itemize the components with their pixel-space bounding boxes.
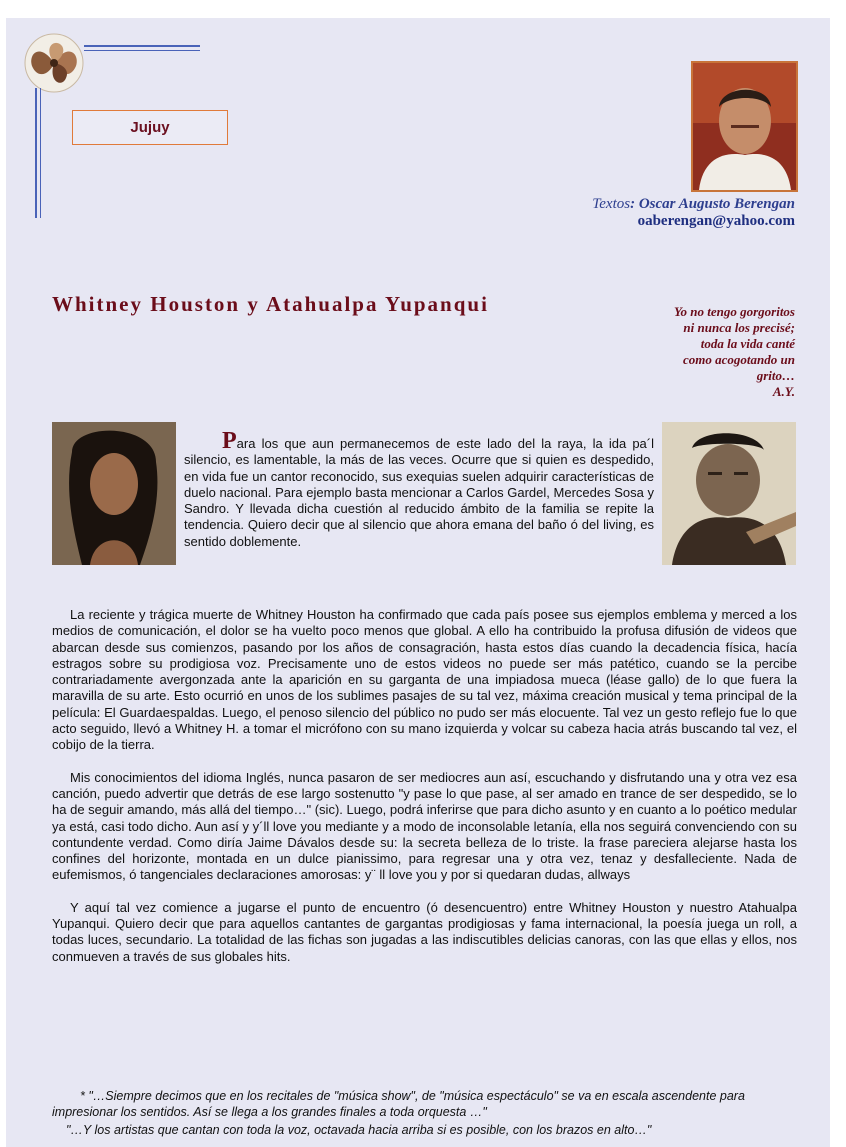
footnote-quote: * "…Siempre decimos que en los recitales de "música show", de "música espectáculo" se va en escala ascendente para impresionar los sentidos. Así se llega a los grandes finales a toda orquesta …" [52,1089,745,1119]
author-name: Oscar Augusto Berengan [638,196,795,212]
epigraph-quote [595,304,795,400]
footnote-quote: "…Y los artistas que cantan con toda la voz, octavada hacia arriba si es posible, con los brazos en alto…" [66,1123,652,1137]
decorative-rule [40,88,41,218]
body-paragraph: La reciente y trágica muerte de Whitney Houston ha confirmado que cada país posee sus ejemplos emblema y merced a los medios de comunicación, el dolor se ha vuelto poco menos que global. A ello ha contribuido la profusa difusión de videos que abarcan desde sus comienzos, pasando por los años de consagración, hasta estos días cuando la decadencia física, hacía estragos sobre su prodigiosa voz. Precisamente uno de estos videos no puede ser más patético, cuando se la percibe contrariadamente avergonzada ante la aparición en su garganta de una impiadosa mueca (léase gallo) de lo que fuera la maravilla de su arte. Esto ocurrió en unos de los sublimes pasajes de su tal vez, máxima creación musical y tema principal de la película: El Guardaespaldas. Luego, el penoso silencio del público no pudo ser más elocuente. Tal vez un gesto reflejo fue lo que acto seguido, llevó a Whitney H. a tomar el micrófono con su mano izquierda y volcar su cabeza hacia atrás buscando tal vez, el cobijo de la tierra. [52,607,797,753]
article-body [52,607,797,965]
region-box: Jujuy [72,110,228,145]
credit-separator: : [630,196,639,212]
quote-line: como acogotando un [683,352,795,367]
credit-label: Textos [592,196,631,212]
quote-line: Yo no tengo gorgoritos [674,304,795,319]
decorative-rule [35,88,37,218]
author-photo [691,61,798,192]
quote-line: toda la vida canté [700,336,795,351]
body-paragraph: Y aquí tal vez comience a jugarse el punto de encuentro (ó desencuentro) entre Whitney Houston y nuestro Atahualpa Yupanqui. Quiero decir que para aquellos cantantes de gargantas prodigiosas y fama internacional, la poesía juega un roll, a todas luces, secundario. La totalidad de las fichas son jugadas a las indiscutibles delicias canoras, con las que ellas y ellos, nos conmueven a través de sus globales hits. [52,899,797,964]
decorative-rule [84,45,200,47]
quote-line: grito… [756,368,795,383]
decorative-rule [84,50,200,51]
quote-line: A.Y. [772,384,795,399]
flower-ornament-icon [22,32,86,94]
intro-paragraph [184,428,654,550]
intro-text: ara los que aun permanecemos de este lado del la raya, la ida pa´l silencio, es lamentable, la más de las veces. Ocurre que si quien es despedido, en vida fue un cantor reconocido, sus exequias suelen adquirir características de duelo nacional. Para ejemplo basta mencionar a Carlos Gardel, Mercedes Sosa y Sandro. Y llevada dicha cuestión al reducido ámbito de la familia se repite la tendencia. Quiero decir que al silencio que ahora emana del baño ó del living, es sentido doblemente. [184,436,654,549]
whitney-houston-photo [52,422,176,565]
body-paragraph: Mis conocimientos del idioma Inglés, nunca pasaron de ser mediocres aun así, escuchando y disfrutando una y otra vez esa canción, puedo advertir que detrás de ese largo sostenutto "y pase lo que pase, al ser amado en trance de ser despedido, se lo ha de seguir amando, más allá del tiempo…" (sic). Luego, podrá inferirse que para dicho asunto y en cuanto a lo poético medular ya está, casi todo dicho. Aun así y y´ll love you mediante y a modo de inconsolable letanía, ella nos seguirá convenciendo con su contundente verdad. Como diría Jaime Dávalos desde su: la secreta belleza de lo triste. la frase pareciera alejarse hasta los confines del horizonte, montada en un dulce pianissimo, para regresar una y otra vez, tenaz y desfalleciente. Nada de eufemismos, ó tangenciales declaraciones amorosas: y¨ ll love you y por si quedaran dudas, allways [52,769,797,883]
article-title: Whitney Houston y Atahualpa Yupanqui [52,292,489,316]
atahualpa-yupanqui-photo [662,422,796,565]
quote-line: ni nunca los precisé; [683,320,795,335]
author-email[interactable]: oaberengan@yahoo.com [637,213,795,229]
author-credit [592,196,795,230]
drop-cap: P [222,428,237,454]
